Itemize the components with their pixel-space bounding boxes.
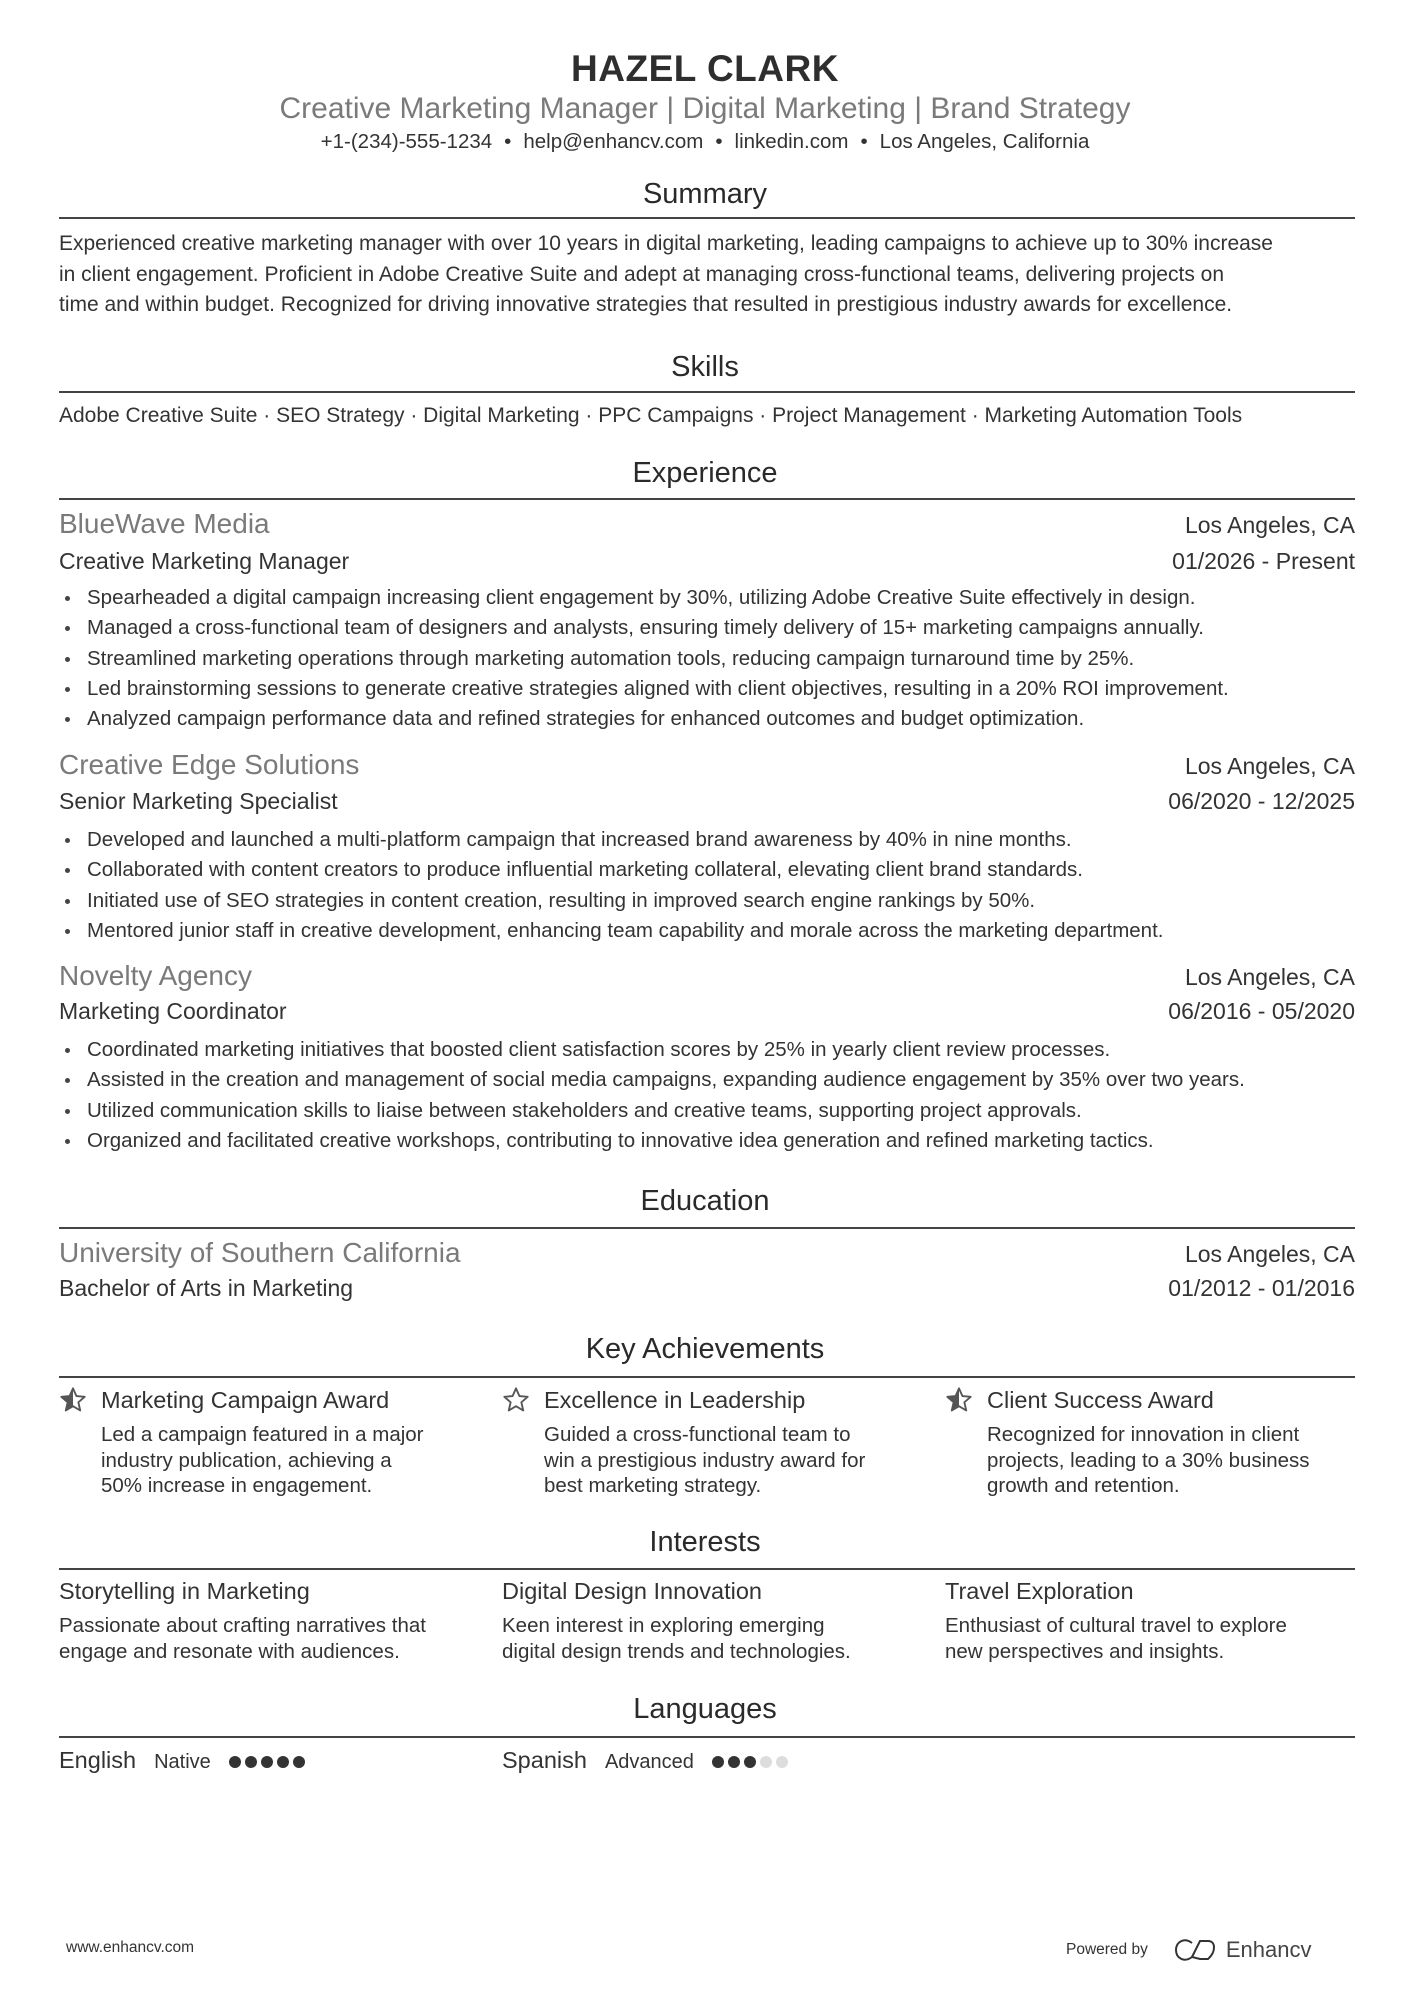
- rating-dot-filled: [293, 1756, 305, 1768]
- bullet-item: Coordinated marketing initiatives that boosted client satisfaction scores by 25% in yearly client review processes.: [59, 1035, 1359, 1065]
- divider: [59, 1376, 1355, 1378]
- achievement-title: Excellence in Leadership: [544, 1386, 806, 1413]
- summary-line: Experienced creative marketing manager with over 10 years in digital marketing, leading campaigns to achieve up to 30% increase: [59, 232, 1273, 255]
- rating-dot-filled: [744, 1756, 756, 1768]
- achievement-desc-line: win a prestigious industry award for: [544, 1448, 866, 1472]
- achievement-desc-line: Led a campaign featured in a major: [101, 1423, 424, 1446]
- summary-text: [59, 229, 1273, 321]
- job-header: [59, 960, 1355, 992]
- achievement-item: [502, 1386, 922, 1499]
- education-dates: 01/2012 - 01/2016: [1168, 1275, 1355, 1301]
- job-title: Creative Marketing Manager: [59, 548, 350, 574]
- divider: [59, 498, 1355, 500]
- divider: [59, 217, 1355, 219]
- section-heading-interests: Interests: [649, 1526, 761, 1558]
- job-subheader: [59, 788, 1355, 815]
- section-heading-skills: Skills: [671, 351, 739, 383]
- divider: [59, 1568, 1355, 1570]
- language-rating: [712, 1756, 788, 1768]
- separator-dot: •: [715, 130, 723, 153]
- candidate-title: Creative Marketing Manager | Digital Marketing | Brand Strategy: [279, 92, 1131, 125]
- language-item: [59, 1747, 305, 1774]
- achievement-desc-line: 50% increase in engagement.: [101, 1474, 373, 1497]
- linkedin-link[interactable]: linkedin.com: [734, 130, 849, 153]
- bullet-item: Mentored junior staff in creative development, enhancing team capability and morale across the marketing department.: [59, 916, 1359, 946]
- section-heading-languages: Languages: [633, 1693, 777, 1725]
- interest-desc-line: engage and resonate with audiences.: [59, 1639, 400, 1663]
- interest-desc-line: Passionate about crafting narratives that: [59, 1614, 426, 1637]
- rating-dot-empty: [776, 1756, 788, 1768]
- education-header: [59, 1237, 1355, 1269]
- interest-desc-line: new perspectives and insights.: [945, 1639, 1225, 1663]
- location: Los Angeles, California: [879, 130, 1090, 153]
- bullet-item: Utilized communication skills to liaise between stakeholders and creative teams, supporting project approvals.: [59, 1096, 1359, 1126]
- summary-line: time and within budget. Recognized for driving innovative strategies that resulted in prestigious industry awards for excellence.: [59, 293, 1233, 316]
- job-location: Los Angeles, CA: [1184, 964, 1355, 990]
- education-subheader: [59, 1275, 1355, 1302]
- achievement-desc-line: industry publication, achieving a: [101, 1448, 392, 1472]
- bullet-item: Spearheaded a digital campaign increasing client engagement by 30%, utilizing Adobe Creative Suite effectively in design.: [59, 583, 1359, 613]
- job-bullets: [59, 583, 1359, 734]
- section-heading-experience: Experience: [632, 457, 778, 489]
- company-name: Novelty Agency: [59, 960, 252, 991]
- interest-desc-line: digital design trends and technologies.: [502, 1639, 851, 1663]
- language-item: [502, 1747, 788, 1774]
- rating-dot-filled: [229, 1756, 241, 1768]
- job-location: Los Angeles, CA: [1184, 753, 1355, 779]
- footer-website[interactable]: www.enhancv.com: [66, 1939, 195, 1956]
- bullet-item: Analyzed campaign performance data and refined strategies for enhanced outcomes and budget optimization.: [59, 704, 1359, 734]
- job-dates: 06/2016 - 05/2020: [1168, 998, 1355, 1024]
- interest-item: [59, 1578, 479, 1664]
- brand-name: Enhancv: [1225, 1937, 1312, 1962]
- interest-title: Storytelling in Marketing: [59, 1578, 310, 1604]
- rating-dot-empty: [760, 1756, 772, 1768]
- job-title: Marketing Coordinator: [59, 998, 287, 1024]
- rating-dot-filled: [261, 1756, 273, 1768]
- divider: [59, 1736, 1355, 1738]
- separator-dot: •: [860, 130, 868, 153]
- job-bullets: [59, 825, 1359, 946]
- job-subheader: [59, 998, 1355, 1025]
- language-level: Advanced: [604, 1751, 694, 1773]
- summary-line: in client engagement. Proficient in Adobe Creative Suite and adept at managing cross-functional teams, delivering projects on: [59, 262, 1225, 286]
- achievement-title: Client Success Award: [987, 1386, 1214, 1413]
- job-header: [59, 508, 1355, 540]
- rating-dot-filled: [728, 1756, 740, 1768]
- job-location: Los Angeles, CA: [1184, 512, 1355, 538]
- rating-dot-filled: [245, 1756, 257, 1768]
- company-name: BlueWave Media: [59, 508, 270, 539]
- star-outline-icon: [502, 1386, 530, 1414]
- section-heading-summary: Summary: [642, 178, 768, 210]
- interest-item: [502, 1578, 922, 1664]
- achievement-title: Marketing Campaign Award: [101, 1386, 390, 1413]
- interest-desc-line: Keen interest in exploring emerging: [502, 1614, 825, 1637]
- separator-dot: •: [504, 130, 512, 153]
- interest-title: Travel Exploration: [945, 1578, 1134, 1604]
- achievement-desc-line: growth and retention.: [987, 1474, 1180, 1497]
- achievement-item: [59, 1386, 479, 1499]
- job-dates: 01/2026 - Present: [1172, 548, 1355, 574]
- bullet-item: Organized and facilitated creative workshops, contributing to innovative idea generation and refined marketing tactics.: [59, 1126, 1359, 1156]
- star-half-icon: [945, 1386, 973, 1414]
- job-title: Senior Marketing Specialist: [59, 788, 338, 814]
- section-heading-education: Education: [640, 1185, 770, 1217]
- interest-title: Digital Design Innovation: [502, 1578, 762, 1604]
- star-half-icon: [59, 1386, 87, 1414]
- bullet-item: Developed and launched a multi-platform campaign that increased brand awareness by 40% in nine months.: [59, 825, 1359, 855]
- phone: +1-(234)-555-1234: [320, 130, 493, 153]
- bullet-item: Assisted in the creation and management of social media campaigns, expanding audience engagement by 35% over two years.: [59, 1065, 1359, 1095]
- language-rating: [229, 1756, 305, 1768]
- achievement-desc-line: Guided a cross-functional team to: [544, 1423, 851, 1446]
- bullet-item: Streamlined marketing operations through marketing automation tools, reducing campaign turnaround time by 25%.: [59, 644, 1359, 674]
- contact-info: [0, 130, 1410, 154]
- language-name: Spanish: [502, 1747, 587, 1773]
- language-level: Native: [154, 1751, 211, 1773]
- bullet-item: Led brainstorming sessions to generate creative strategies aligned with client objectives, resulting in a 20% ROI improvement.: [59, 674, 1359, 704]
- interest-desc-line: Enthusiast of cultural travel to explore: [945, 1614, 1287, 1637]
- rating-dot-filled: [277, 1756, 289, 1768]
- candidate-name: HAZEL CLARK: [571, 48, 839, 89]
- job-bullets: [59, 1035, 1359, 1156]
- language-name: English: [59, 1747, 137, 1773]
- section-heading-achievements: Key Achievements: [585, 1333, 825, 1365]
- job-subheader: [59, 548, 1355, 575]
- rating-dot-filled: [712, 1756, 724, 1768]
- powered-by-label: Powered by: [1066, 1941, 1148, 1958]
- interest-item: [945, 1578, 1365, 1664]
- footer-powered: [1066, 1937, 1311, 1963]
- degree: Bachelor of Arts in Marketing: [59, 1275, 354, 1301]
- enhancv-logo-icon: [1174, 1938, 1218, 1962]
- achievement-item: [945, 1386, 1365, 1499]
- job-dates: 06/2020 - 12/2025: [1168, 788, 1355, 814]
- achievement-desc-line: projects, leading to a 30% business: [987, 1448, 1310, 1472]
- divider: [59, 1227, 1355, 1229]
- school-name: University of Southern California: [59, 1237, 461, 1268]
- company-name: Creative Edge Solutions: [59, 749, 360, 780]
- achievement-desc-line: best marketing strategy.: [544, 1474, 762, 1497]
- divider: [59, 391, 1355, 393]
- school-location: Los Angeles, CA: [1184, 1241, 1355, 1267]
- achievement-desc-line: Recognized for innovation in client: [987, 1423, 1300, 1446]
- bullet-item: Initiated use of SEO strategies in content creation, resulting in improved search engine rankings by 50%.: [59, 886, 1359, 916]
- job-header: [59, 749, 1355, 781]
- bullet-item: Managed a cross-functional team of designers and analysts, ensuring timely delivery of 15+ marketing campaigns annually.: [59, 613, 1359, 643]
- email-link[interactable]: help@enhancv.com: [523, 130, 704, 153]
- bullet-item: Collaborated with content creators to produce influential marketing collateral, elevating client brand standards.: [59, 855, 1359, 885]
- skills-list: Adobe Creative Suite · SEO Strategy · Digital Marketing · PPC Campaigns · Project Management · Marketing Automation Tools: [59, 404, 1243, 427]
